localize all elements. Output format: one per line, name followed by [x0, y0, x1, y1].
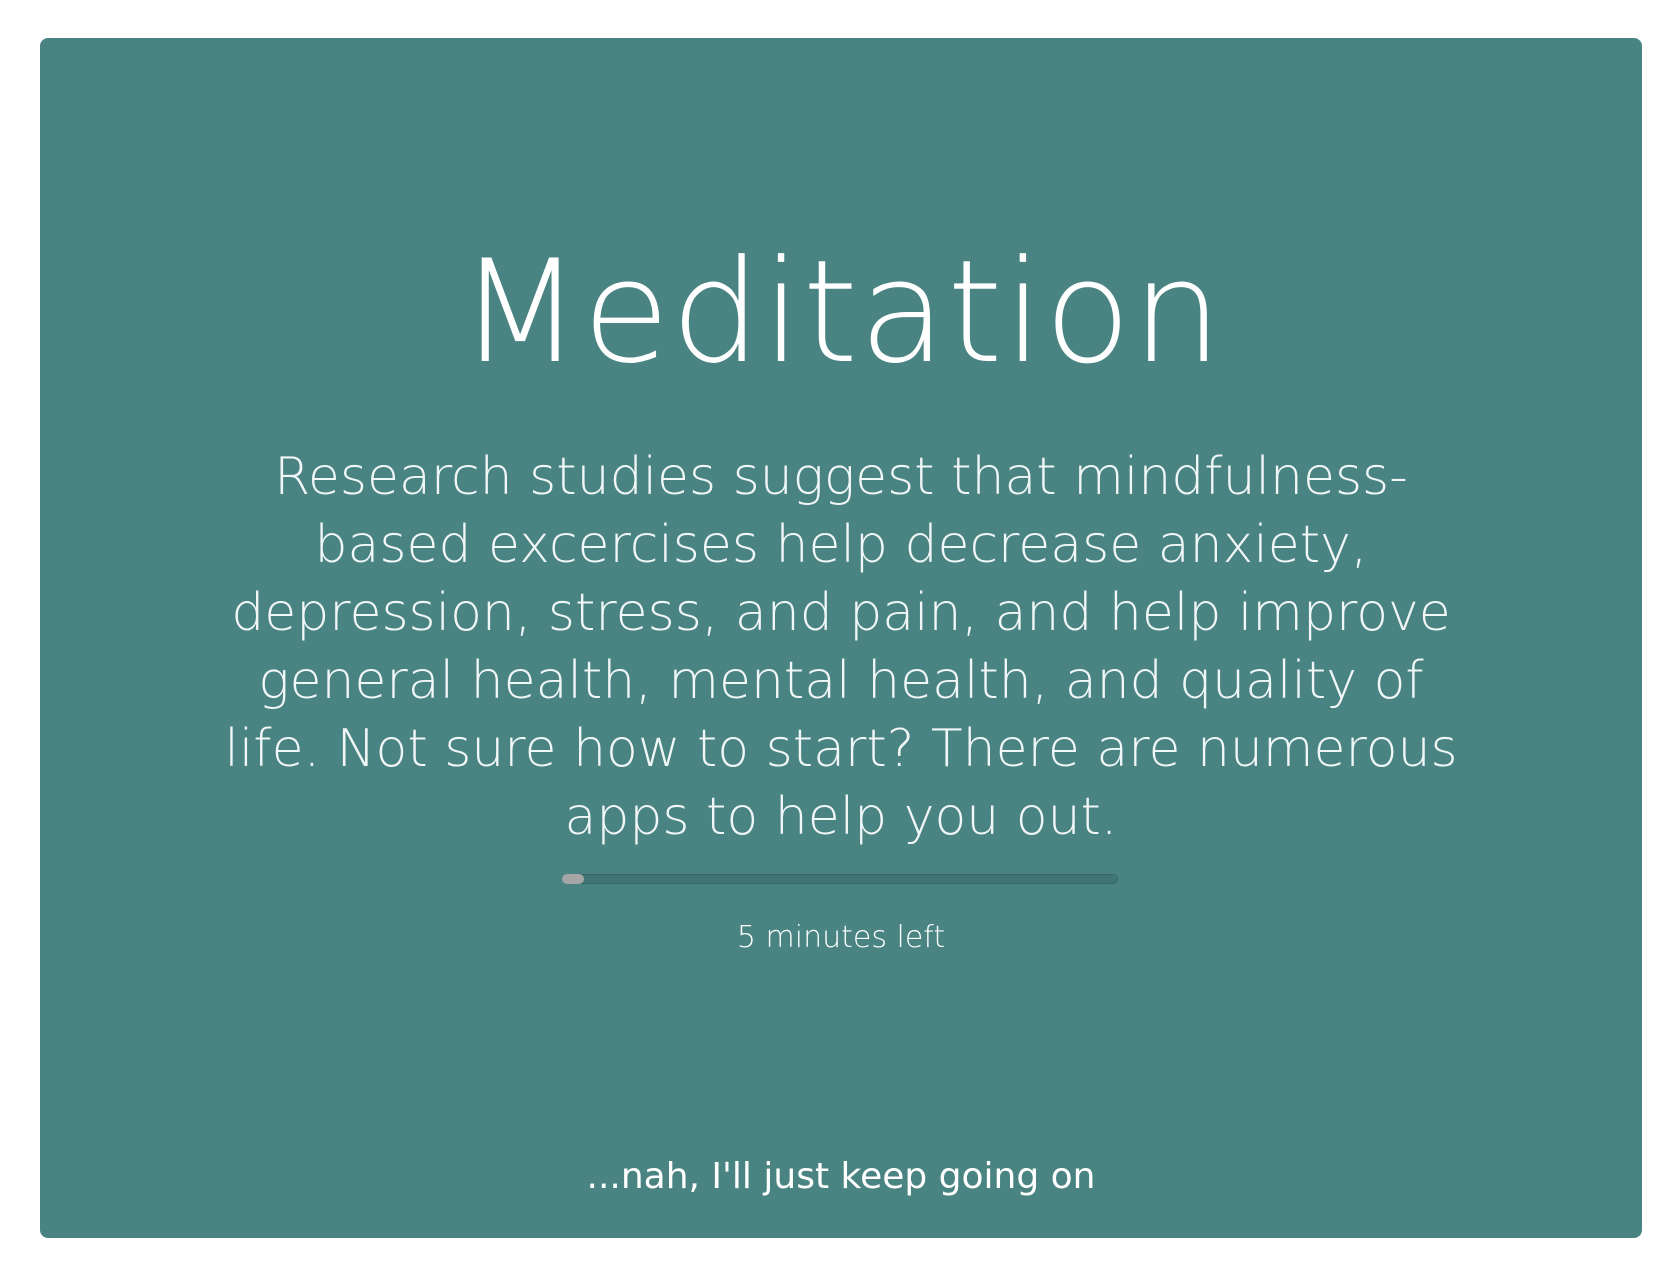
progress-fill [562, 874, 584, 884]
page-title: Meditation [458, 230, 1224, 395]
description-text: Research studies suggest that mindfulness-based excercises help decrease anxiety, depression, stress, and pain, and help improve general health, mental health, and quality of life. Not sure how to start? There are numerous apps to help you out. [224, 447, 1458, 847]
meditation-card [40, 38, 1642, 1238]
skip-link[interactable]: ...nah, I'll just keep going on [586, 1156, 1096, 1197]
progress-bar [562, 874, 1118, 884]
time-remaining-label: 5 minutes left [736, 920, 946, 955]
